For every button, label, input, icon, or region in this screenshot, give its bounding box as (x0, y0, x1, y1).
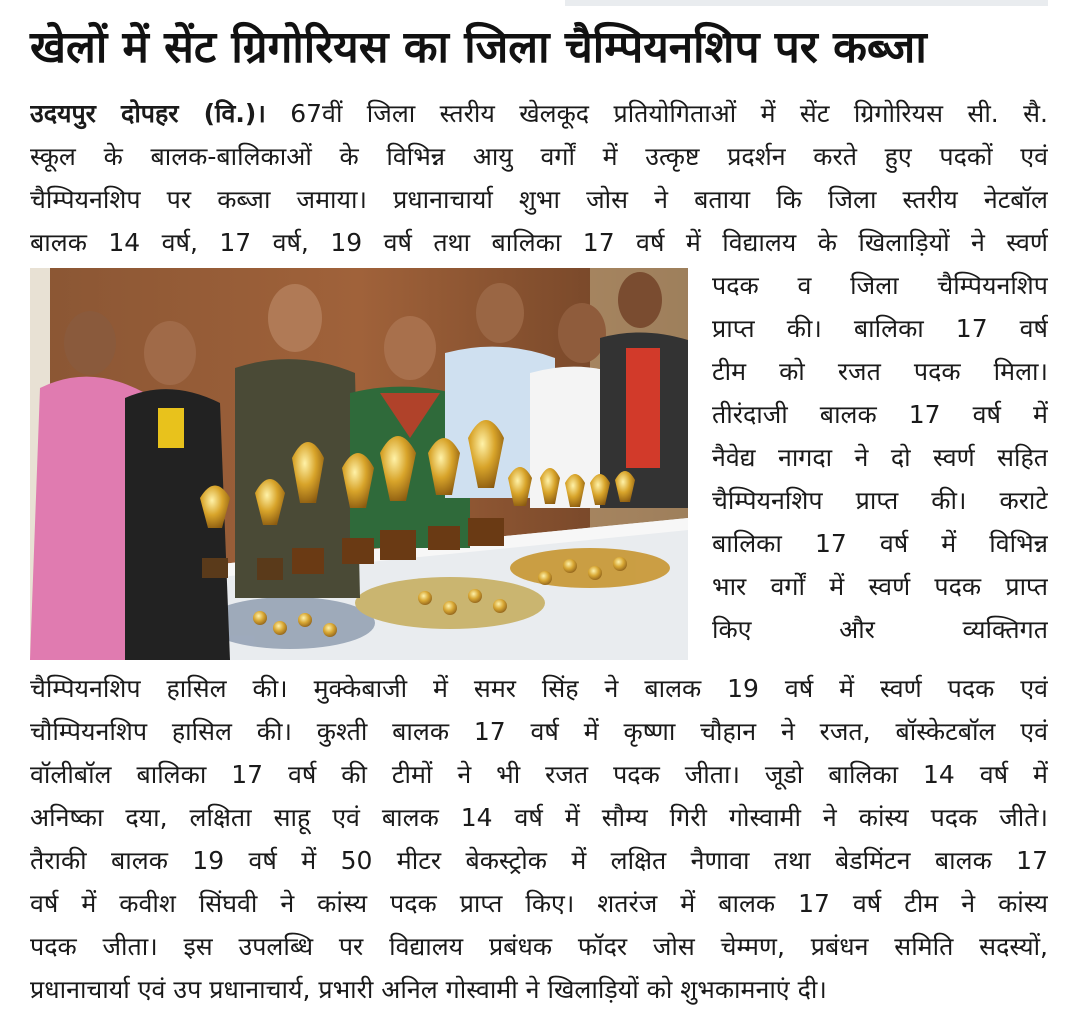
article-line: चैम्पियनशिप पर कब्जा जमाया। प्रधानाचार्या शुभा जोस ने बताया कि जिला स्तरीय नेटबॉल (30, 185, 1048, 214)
news-photo (30, 268, 688, 660)
article-line: अनिष्का दया, लक्षिता साहू एवं बालक 14 वर्ष में सौम्य गिरी गोस्वामी ने कांस्य पदक जीते। (30, 803, 1048, 832)
article-line: बालक 14 वर्ष, 17 वर्ष, 19 वर्ष तथा बालिका 17 वर्ष में विद्यालय के खिलाड़ियों ने स्वर्ण (30, 228, 1048, 257)
article-line: वर्ष में कवीश सिंघवी ने कांस्य पदक प्राप्त किए। शतरंज में बालक 17 वर्ष टीम ने कांस्य (30, 889, 1048, 918)
article-line: चैम्पियनशिप हासिल की। मुक्केबाजी में समर सिंह ने बालक 19 वर्ष में स्वर्ण पदक एवं (30, 674, 1048, 703)
article-line: तैराकी बालक 19 वर्ष में 50 मीटर बेकस्ट्रोक में लक्षित नैणावा तथा बेडमिंटन बालक 17 (30, 846, 1048, 875)
article-line: प्रधानाचार्या एवं उप प्रधानाचार्य, प्रभारी अनिल गोस्वामी ने खिलाड़ियों को शुभकामनाएं दी। (30, 975, 827, 1004)
article-line: वॉलीबॉल बालिका 17 वर्ष की टीमों ने भी रजत पदक जीता। जूडो बालिका 14 वर्ष में (30, 760, 1048, 789)
article-line: पदक व जिला चैम्पियनशिप (712, 271, 1048, 300)
article-line: टीम को रजत पदक मिला। (712, 357, 1048, 386)
article-line: भार वर्गों में स्वर्ण पदक प्राप्त (712, 572, 1048, 601)
article-line: किए और व्यक्तिगत (712, 615, 1048, 644)
article-line: प्राप्त की। बालिका 17 वर्ष (712, 314, 1048, 343)
article-line: चौम्पियनशिप हासिल की। कुश्ती बालक 17 वर्ष में कृष्णा चौहान ने रजत, बॉस्केटबॉल एवं (30, 717, 1048, 746)
article-line: चैम्पियनशिप प्राप्त की। कराटे (712, 486, 1048, 515)
article-line: तीरंदाजी बालक 17 वर्ष में (712, 400, 1048, 429)
article-line: पदक जीता। इस उपलब्धि पर विद्यालय प्रबंधक फॉदर जोस चेम्मण, प्रबंधन समिति सदस्यों, (30, 932, 1048, 961)
article-line: बालिका 17 वर्ष में विभिन्न (712, 529, 1048, 558)
headline: खेलों में सेंट ग्रिगोरियस का जिला चैम्पियनशिप पर कब्जा (30, 22, 927, 73)
article-line: स्कूल के बालक-बालिकाओं के विभिन्न आयु वर्गों में उत्कृष्ट प्रदर्शन करते हुए पदकों एवं (30, 142, 1048, 171)
top-strip (565, 0, 1048, 6)
article-line (30, 96, 1048, 136)
article-text: 67वीं जिला स्तरीय खेलकूद प्रतियोगिताओं में सेंट ग्रिगोरियस सी. सै. (290, 99, 1048, 128)
dateline: उदयपुर दोपहर (वि.)। (30, 99, 266, 128)
article-line: नैवेद्य नागदा ने दो स्वर्ण सहित (712, 443, 1048, 472)
